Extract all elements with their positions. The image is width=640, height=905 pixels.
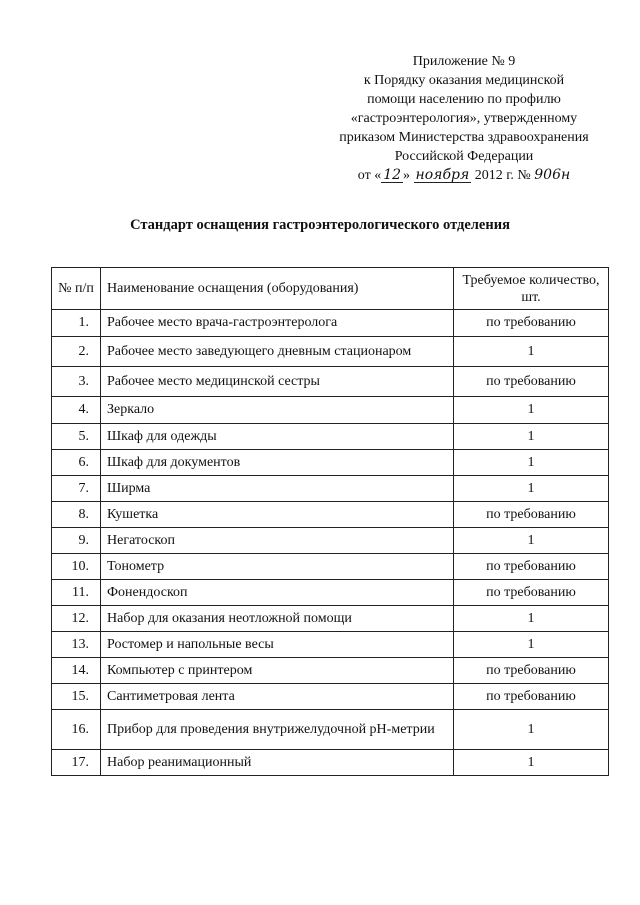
cell-qty: 1 <box>454 750 609 776</box>
table-row <box>52 632 609 658</box>
cell-num: 13. <box>52 632 101 658</box>
header-num: № п/п <box>52 268 101 310</box>
table-row <box>52 710 609 750</box>
handwritten-month: ноября <box>415 167 470 183</box>
cell-qty: по требованию <box>454 580 609 606</box>
cell-num: 7. <box>52 476 101 502</box>
cell-num: 15. <box>52 684 101 710</box>
cell-num: 5. <box>52 424 101 450</box>
order-date-line <box>318 166 610 185</box>
date-mid: » <box>403 168 411 183</box>
cell-num: 2. <box>52 337 101 367</box>
cell-qty: 1 <box>454 337 609 367</box>
table-row <box>52 606 609 632</box>
table-header-row <box>52 268 609 310</box>
appendix-line: Российской Федерации <box>394 149 534 164</box>
cell-qty: по требованию <box>454 367 609 397</box>
cell-name: Фонендоскоп <box>101 580 454 606</box>
cell-qty: 1 <box>454 476 609 502</box>
cell-name: Шкаф для документов <box>101 450 454 476</box>
cell-qty: 1 <box>454 710 609 750</box>
appendix-line: приказом Министерства здравоохранения <box>339 130 589 145</box>
table-row <box>52 580 609 606</box>
cell-name: Компьютер с принтером <box>101 658 454 684</box>
cell-qty: по требованию <box>454 310 609 337</box>
cell-name: Прибор для проведения внутрижелудочной рН-метрии <box>101 710 454 750</box>
appendix-line: Приложение № 9 <box>412 54 516 69</box>
cell-name: Рабочее место заведующего дневным стационаром <box>101 337 454 367</box>
cell-qty: 1 <box>454 606 609 632</box>
cell-name: Набор реанимационный <box>101 750 454 776</box>
cell-qty: по требованию <box>454 554 609 580</box>
equipment-table <box>51 267 609 776</box>
cell-name: Рабочее место медицинской сестры <box>101 367 454 397</box>
cell-num: 11. <box>52 580 101 606</box>
document-title: Стандарт оснащения гастроэнтерологического отделения <box>130 217 510 233</box>
table-row <box>52 554 609 580</box>
cell-num: 1. <box>52 310 101 337</box>
cell-num: 10. <box>52 554 101 580</box>
table-row <box>52 397 609 424</box>
cell-num: 17. <box>52 750 101 776</box>
table-row <box>52 337 609 367</box>
cell-num: 16. <box>52 710 101 750</box>
cell-num: 4. <box>52 397 101 424</box>
table-row <box>52 684 609 710</box>
handwritten-day: 12 <box>383 167 402 183</box>
cell-name: Негатоскоп <box>101 528 454 554</box>
table-row <box>52 750 609 776</box>
appendix-line: к Порядку оказания медицинской <box>363 73 565 88</box>
cell-name: Ширма <box>101 476 454 502</box>
header-name: Наименование оснащения (оборудования) <box>101 268 454 310</box>
cell-qty: 1 <box>454 528 609 554</box>
cell-name: Набор для оказания неотложной помощи <box>101 606 454 632</box>
cell-name: Тонометр <box>101 554 454 580</box>
appendix-line: помощи населению по профилю <box>367 92 561 107</box>
table-row <box>52 476 609 502</box>
cell-qty: 1 <box>454 632 609 658</box>
date-prefix: от « <box>357 168 382 183</box>
cell-qty: 1 <box>454 450 609 476</box>
cell-num: 8. <box>52 502 101 528</box>
cell-qty: по требованию <box>454 658 609 684</box>
header-qty: Требуемое количество, шт. <box>454 268 609 310</box>
table-row <box>52 450 609 476</box>
table-row <box>52 502 609 528</box>
cell-name: Шкаф для одежды <box>101 424 454 450</box>
cell-name: Кушетка <box>101 502 454 528</box>
cell-num: 6. <box>52 450 101 476</box>
cell-qty: 1 <box>454 424 609 450</box>
table-row <box>52 310 609 337</box>
cell-num: 14. <box>52 658 101 684</box>
cell-name: Ростомер и напольные весы <box>101 632 454 658</box>
cell-num: 9. <box>52 528 101 554</box>
table-row <box>52 528 609 554</box>
cell-name: Рабочее место врача-гастроэнтеролога <box>101 310 454 337</box>
cell-name: Сантиметровая лента <box>101 684 454 710</box>
cell-qty: по требованию <box>454 684 609 710</box>
table-row <box>52 424 609 450</box>
table-row <box>52 658 609 684</box>
table-row <box>52 367 609 397</box>
appendix-line: «гастроэнтерология», утвержденному <box>350 111 578 126</box>
cell-qty: по требованию <box>454 502 609 528</box>
cell-num: 12. <box>52 606 101 632</box>
cell-qty: 1 <box>454 397 609 424</box>
date-year-no: 2012 г. № <box>474 168 531 183</box>
handwritten-order-number: 906н <box>534 167 571 183</box>
cell-name: Зеркало <box>101 397 454 424</box>
cell-num: 3. <box>52 367 101 397</box>
appendix-block <box>318 52 610 185</box>
